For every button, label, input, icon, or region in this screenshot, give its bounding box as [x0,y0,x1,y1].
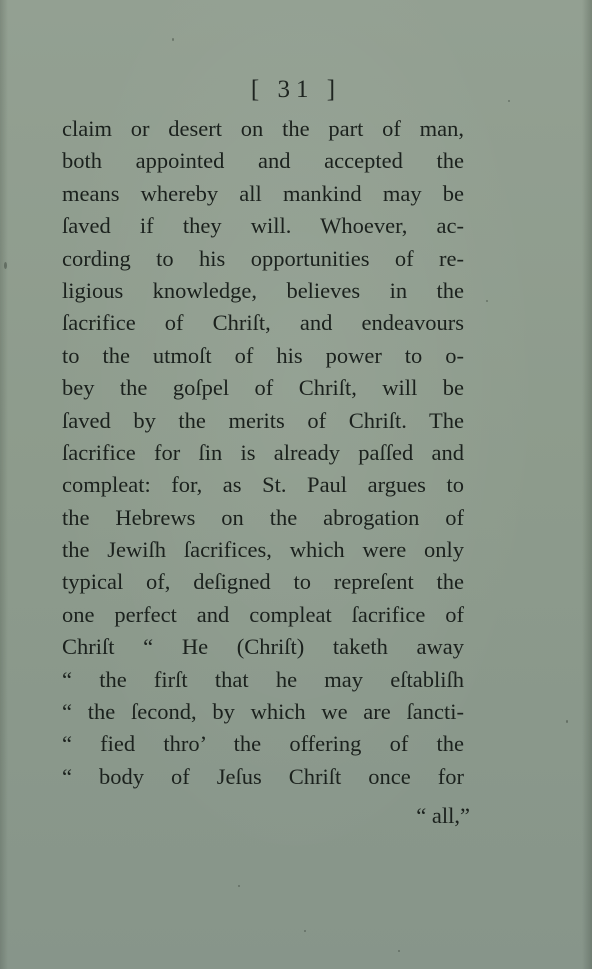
text-line: means whereby all mankind may be [62,180,464,206]
text-line: both appointed and accepted the [62,148,464,174]
text-line: “ the firſt that he may eſtabliſh [62,666,464,692]
text-line: “ the ſecond, by which we are ſancti- [62,699,464,725]
text-line: the Jewiſh ſacrifices, which were only [62,537,464,563]
text-line: ſacrifice of Chriſt, and endeavours [62,310,464,336]
paper-speck [486,300,488,302]
paper-speck [4,262,7,269]
text-line: Chriſt “ He (Chriſt) taketh away [62,634,464,660]
text-line: to the utmoſt of his power to o- [62,342,464,368]
text-line: one perfect and compleat ſacrifice of [62,601,464,627]
page-edge-right [582,0,592,969]
page-edge-left [0,0,8,969]
text-line: ſaved by the merits of Chriſt. The [62,407,464,433]
text-line: bey the goſpel of Chriſt, will be [62,375,464,401]
catchword: “ all,” [416,803,470,828]
text-line: claim or desert on the part of man, [62,116,464,141]
text-line: “ body of Jeſus Chriſt once for [62,763,464,789]
paper-speck [566,720,568,723]
page-number-header: [ 31 ] [250,76,342,103]
text-line: compleat: for, as St. Paul argues to [62,472,464,498]
body-text [62,113,464,793]
paper-speck [398,950,400,952]
text-line: “ fied thro’ the offering of the [62,731,464,757]
text-line: the Hebrews on the abrogation of [62,504,464,530]
paper-speck [172,38,174,41]
text-line: ſaved if they will. Whoever, ac- [62,213,464,239]
paper-speck [238,885,240,887]
paper-speck [508,100,510,102]
text-line: typical of, deſigned to repreſent the [62,569,464,595]
text-line: ſacrifice for ſin is already paſſed and [62,439,464,465]
paper-speck [304,930,306,932]
text-line: ligious knowledge, believes in the [62,277,464,303]
text-line: cording to his opportunities of re- [62,245,464,271]
